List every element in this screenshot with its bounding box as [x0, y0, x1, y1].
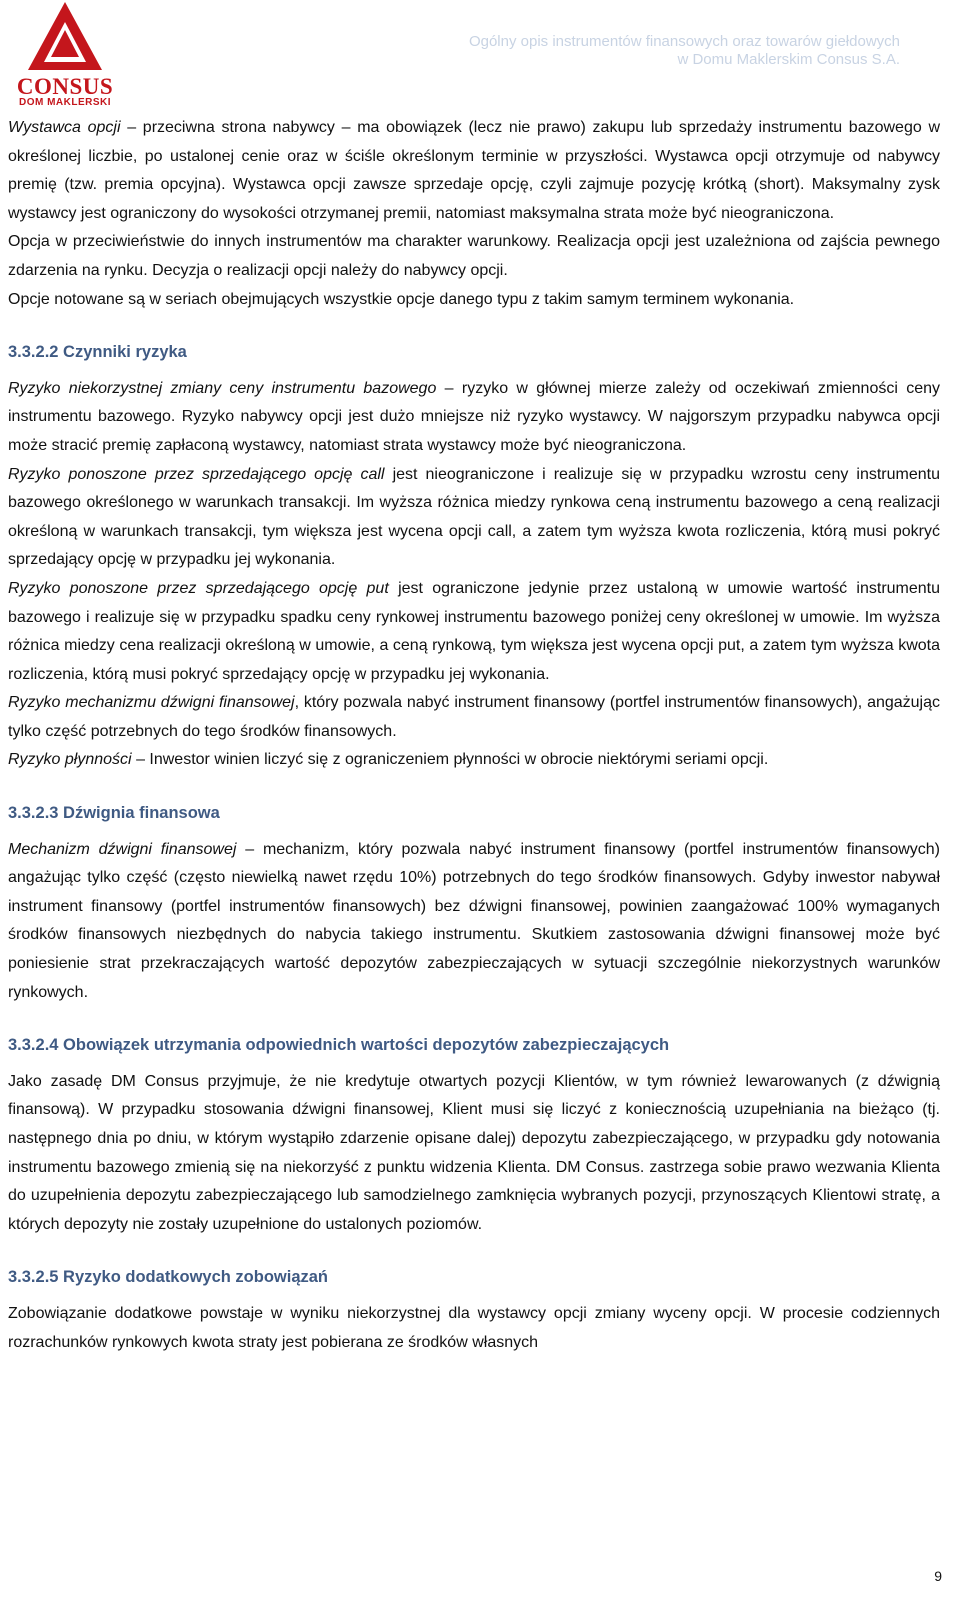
paragraph-text: – ryzyko w głównej mierze zależy od oczekiwań zmienności ceny instrumentu bazowego. Ryzyko nabywcy opcji jest dużo mniejsze niż ryzyko wystawcy. W najgorszym przypadku nabywca opcji może stracić premię zapłaconą wystawcy, natomiast strata wystawcy może być nieograniczona. — [8, 379, 941, 454]
paragraph-text: , który pozwala nabyć instrument finansowy (portfel instrumentów finansowych), angażując tylko część potrzebnych do tego środków finansowych. — [8, 694, 941, 740]
paragraph-risk-liquidity — [8, 746, 940, 775]
term: Ryzyko ponoszone przez sprzedającego opcję put — [8, 579, 389, 597]
section-heading-additional-liabilities: 3.3.2.5 Ryzyko dodatkowych zobowiązań — [8, 1268, 329, 1287]
paragraph-leverage — [8, 836, 940, 1008]
paragraph-margin: Jako zasadę DM Consus przyjmuje, że nie kredytuje otwartych pozycji Klientów, w tym również lewarowanych (z dźwignią finansową). W przypadku stosowania dźwigni finansowej, Klient musi się liczyć z koniecznością uzupełniania na bieżąco (tj. następnego dnia po dniu, w którym wystąpiło zdarzenie opisane dalej) depozytu zabezpieczającego, w przypadku gdy notowania instrumentu bazowego zmienią się na niekorzyść z punktu widzenia Klienta. DM Consus. zastrzega sobie prawo wezwania Klienta do uzupełnienia depozytu zabezpieczającego lub samodzielnego zamknięcia wybranych pozycji, przynoszących Klientowi stratę, a których depozyty nie zostały uzupełnione do ustalonych poziomów. — [8, 1072, 940, 1233]
section-heading-leverage: 3.3.2.3 Dźwignia finansowa — [8, 804, 220, 823]
logo-subtitle: DOM MAKLERSKI — [18, 97, 112, 108]
section-heading-risk-factors: 3.3.2.2 Czynniki ryzyka — [8, 343, 187, 362]
paragraph-text: – Inwestor winien liczyć się z ograniczeniem płynności w obrocie niektórymi seriami opcji. — [136, 751, 769, 769]
term: Ryzyko ponoszone przez sprzedającego opcję call — [8, 465, 385, 483]
paragraph-risk-put — [8, 575, 940, 689]
header-line-2: w Domu Maklerskim Consus S.A. — [677, 51, 900, 68]
term: Wystawca opcji — [8, 119, 121, 136]
logo-name: CONSUS — [16, 74, 114, 99]
section-heading-margin: 3.3.2.4 Obowiązek utrzymania odpowiednich wartości depozytów zabezpieczających — [8, 1036, 670, 1055]
paragraph-risk-leverage — [8, 689, 940, 746]
term: Ryzyko płynności — [8, 751, 132, 769]
paragraph-conditional: Opcja w przeciwieństwie do innych instrumentów ma charakter warunkowy. Realizacja opcji jest uzależniona od zajścia pewnego zdarzenia na rynku. Decyzja o realizacji opcji należy do nabywcy opcji. — [8, 233, 940, 279]
paragraph-option-writer — [8, 114, 940, 228]
paragraph-risk-call — [8, 461, 940, 575]
paragraph-risk-price — [8, 375, 940, 461]
term: Mechanizm dźwigni finansowej — [8, 840, 237, 858]
paragraph-text: – mechanizm, który pozwala nabyć instrument finansowy (portfel instrumentów finansowych) angażując tylko część (często niewielką nawet rzędu 10%) potrzebnych do tego środków finansowych. Gdyby inwestor nabywał instrument finansowy (portfel instrumentów finansowych) bez dźwigni finansowej, powinien zaangażować 100% wymaganych środków finansowych niezbędnych do nabycia takiego instrumentu. Skutkiem zastosowania dźwigni finansowej może być poniesienie strat przekraczających wartość depozytów zabezpieczających w sytuacji szczególnie niekorzystnych warunków rynkowych. — [8, 840, 940, 1001]
paragraph-text: jest ograniczone jedynie przez ustaloną w umowie wartość instrumentu bazowego i realizuje się w przypadku spadku ceny rynkowej instrumentu bazowego poniżej ceny określonej w umowie. Im wyższa różnica miedzy cena realizacji określoną w umowie, a ceną rynkową, tym większa jest wycena opcji put, a zatem tym wyższa kwota rozliczenia, którą musi pokryć sprzedający opcję w przypadku jej wykonania. — [8, 579, 941, 683]
term: Ryzyko mechanizmu dźwigni finansowej — [8, 694, 295, 712]
page-header — [469, 33, 900, 69]
paragraph-series: Opcje notowane są w seriach obejmujących wszystkie opcje danego typu z takim samym terminem wykonania. — [8, 290, 795, 308]
header-line-1: Ogólny opis instrumentów finansowych oraz towarów giełdowych — [468, 33, 900, 50]
term: Ryzyko niekorzystnej zmiany ceny instrumentu bazowego — [8, 379, 437, 397]
paragraph-additional-liabilities: Zobowiązanie dodatkowe powstaje w wyniku niekorzystnej dla wystawcy opcji zmiany wyceny opcji. W procesie codziennych rozrachunków rynkowych kwota straty jest pobierana ze środków własnych — [8, 1304, 940, 1351]
paragraph-text: – przeciwna strona nabywcy – ma obowiązek (lecz nie prawo) zakupu lub sprzedaży instrumentu bazowego w określonej liczbie, po ustalonej cenie oraz w ściśle określonym terminie w przyszłości. Wystawca opcji otrzymuje od nabywcy premię (tzw. premia opcyjna). Wystawca opcji zawsze sprzedaje opcję, czyli zajmuje pozycję krótką (short). Maksymalny zysk wystawcy jest ograniczony do wysokości otrzymanej premii, natomiast maksymalna strata może być nieograniczona. — [8, 119, 940, 222]
paragraph-text: jest nieograniczone i realizuje się w przypadku wzrostu ceny instrumentu bazowego określonego w warunkach transakcji. Im wyższa różnica miedzy rynkowa ceną instrumentu bazowego a ceną realizacji określoną w warunkach transakcji, tym większa jest wycena opcji call, a zatem tym wyższa kwota rozliczenia, którą musi pokryć sprzedający opcję w przypadku jej wykonania. — [8, 465, 940, 569]
page-number: 9 — [934, 1568, 942, 1584]
document-body — [8, 114, 940, 1357]
